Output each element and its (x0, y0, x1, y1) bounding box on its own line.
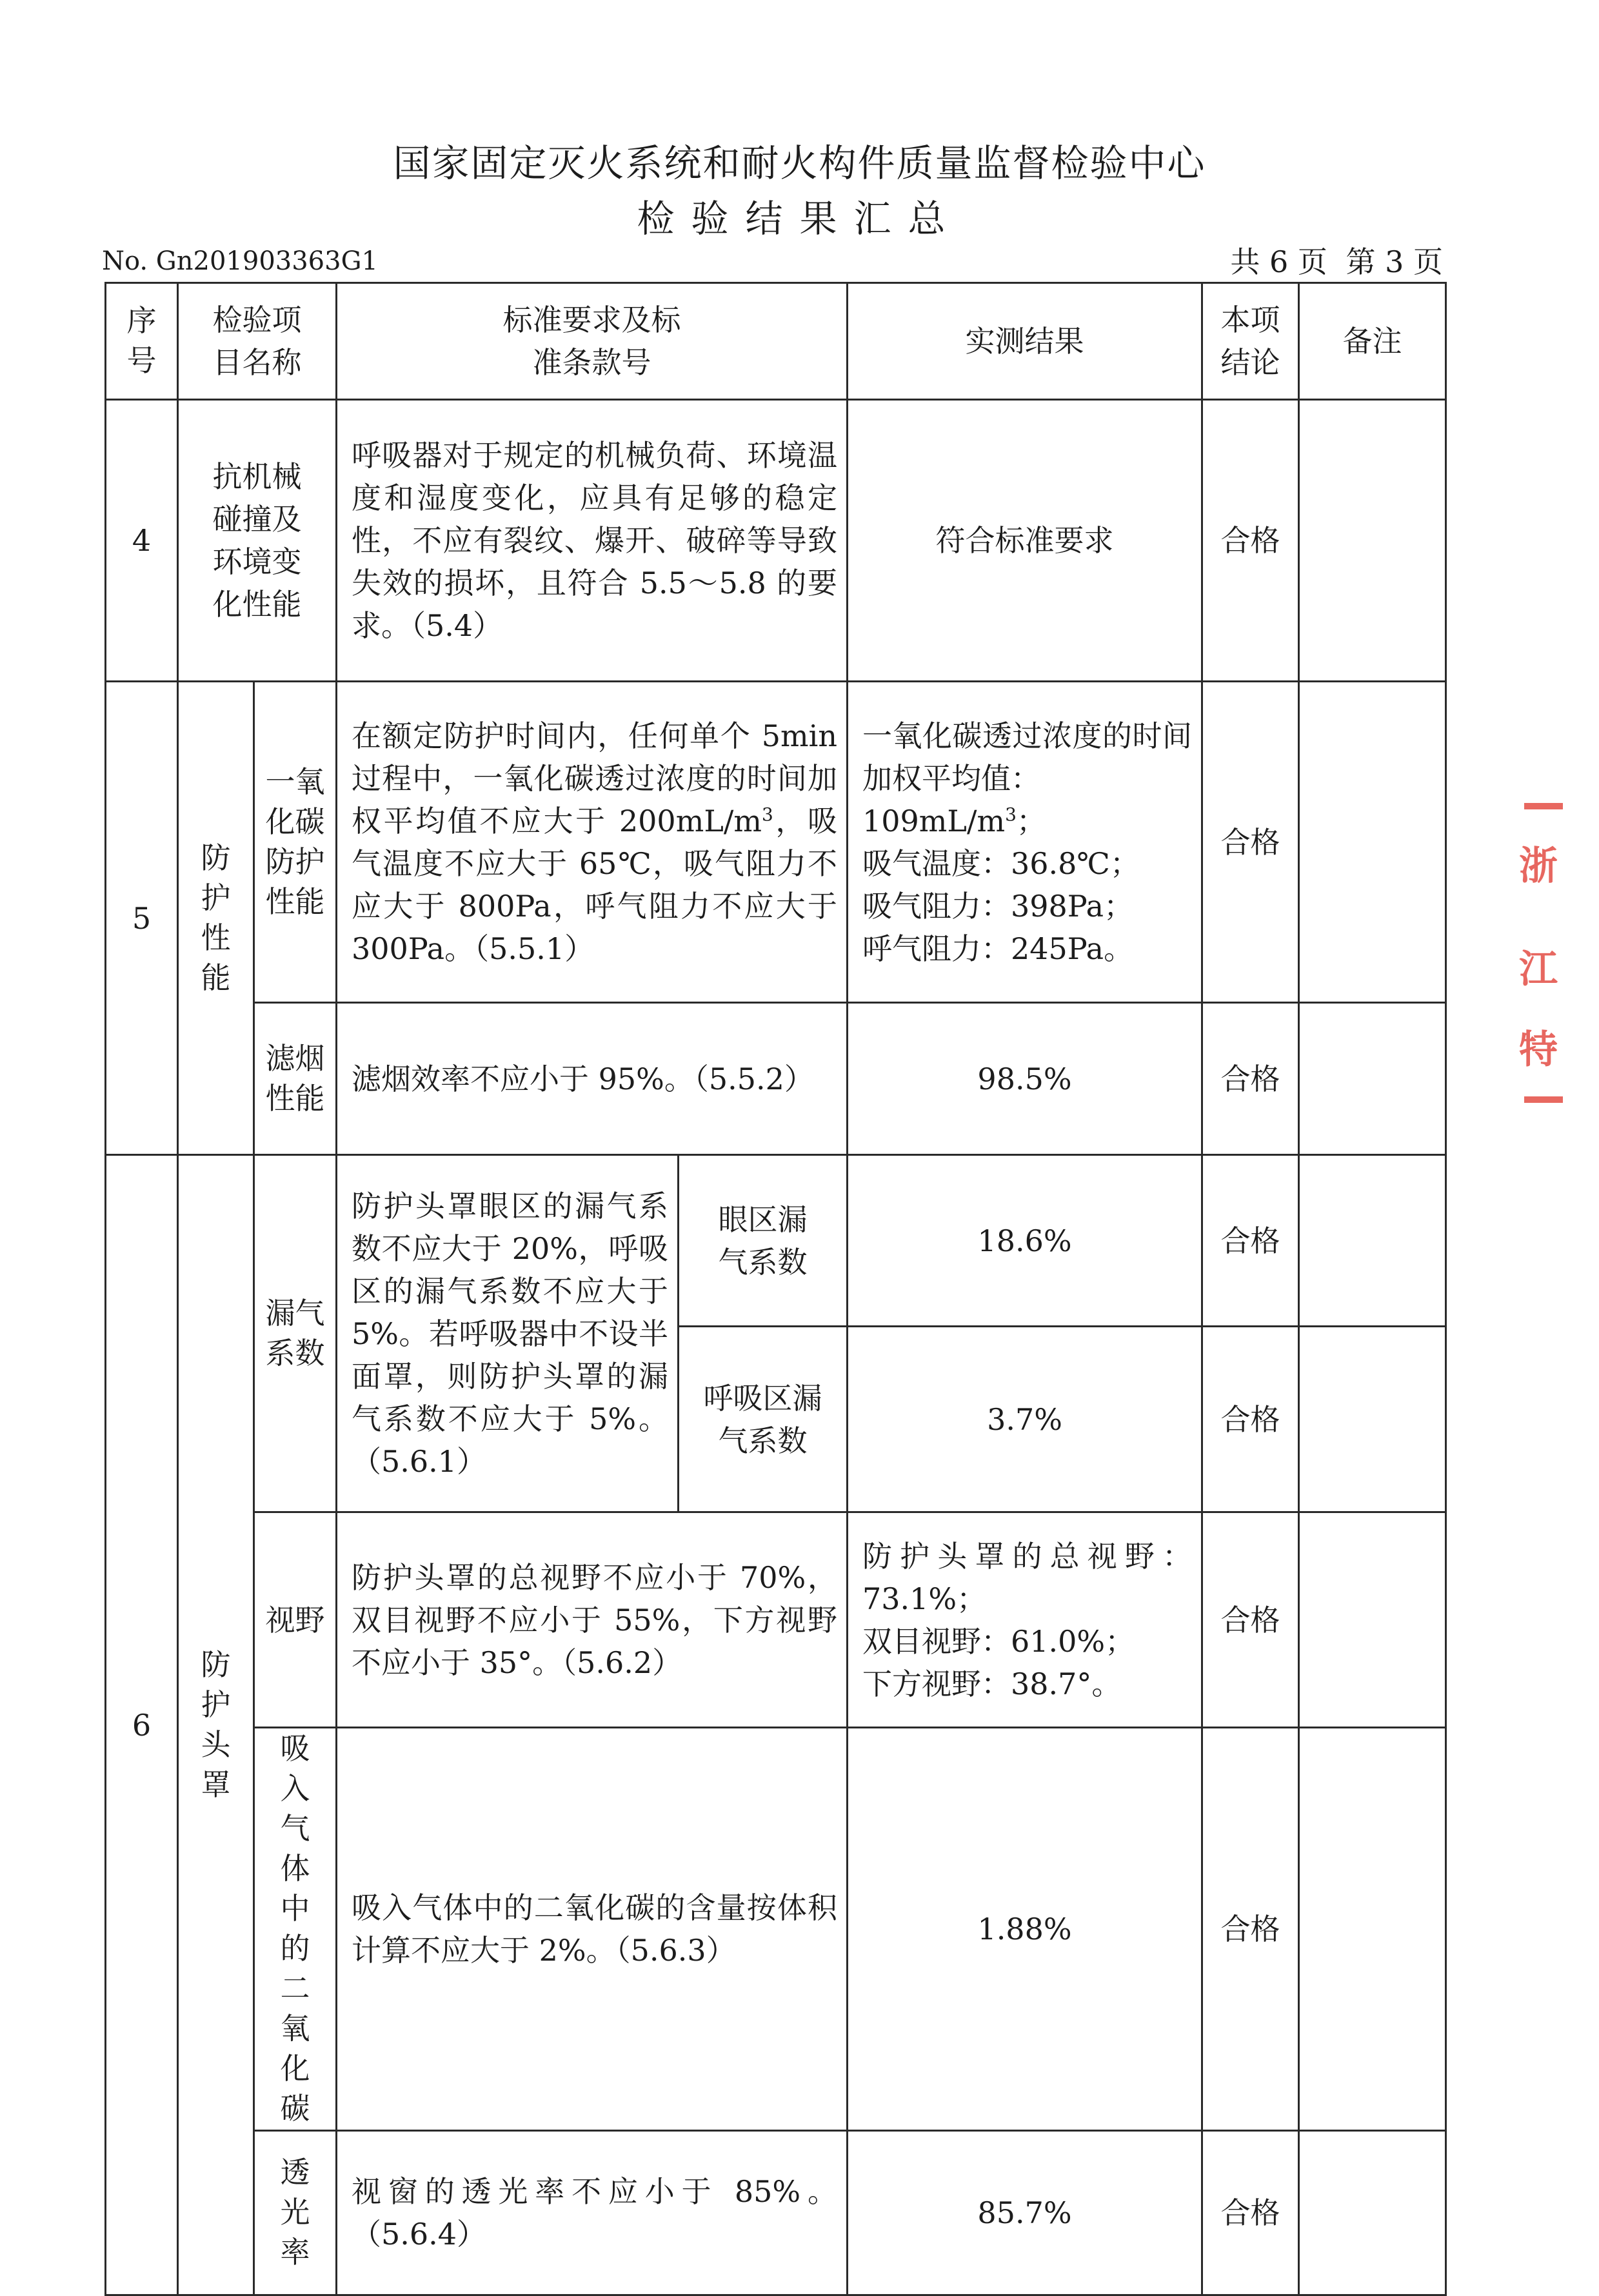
row6-co2-remark (1299, 1728, 1446, 2131)
table-row (106, 1155, 1446, 1327)
table-row (106, 1728, 1446, 2131)
doc-number: No. Gn201903363G1 (102, 246, 378, 276)
row6-vision-remark (1299, 1512, 1446, 1728)
row5-co-standard: 在额定防护时间内，任何单个 5min 过程中，一氧化碳透过浓度的时间加权平均值不应大于 $200mL/m^3$，吸气温度不应大于 65℃，吸气阻力不应大于 800Pa，呼气阻力不应大于 300Pa。（5.5.1） (337, 682, 848, 1003)
row6-co2-sub: 吸入气体中的二氧化碳 (254, 1728, 337, 2131)
stamp-char: 江 (1519, 947, 1558, 992)
row5-co-sub: 一氧化碳防护性能 (254, 682, 337, 1003)
row6-transmit-standard: 视窗的透光率不应小于 85%。（5.6.4） (337, 2131, 848, 2295)
row5-co-result: 一氧化碳透过浓度的时间加权平均值： $109mL/m^3$； 吸气温度：36.8℃； 吸气阻力：398Pa； 呼气阻力：245Pa。 (848, 682, 1202, 1003)
row5-group: 防护性能 (178, 682, 254, 1155)
page-indicator (1221, 239, 1443, 281)
row4-seq: 4 (106, 400, 178, 682)
row6-vision-sub: 视野 (254, 1512, 337, 1728)
row4-item: 抗机械碰撞及环境变化性能 (178, 400, 337, 682)
header-result: 实测结果 (848, 283, 1202, 400)
stamp-border (1524, 1096, 1563, 1103)
row6-breath-result: 3.7% (848, 1327, 1202, 1512)
row6-vision-standard: 防护头罩的总视野不应小于 70%，双目视野不应小于 55%，下方视野不应小于 35°。（5.6.2） (337, 1512, 848, 1728)
row6-co2-standard: 吸入气体中的二氧化碳的含量按体积计算不应大于 2%。（5.6.3） (337, 1728, 848, 2131)
table-row (106, 1512, 1446, 1728)
row5-co-remark (1299, 682, 1446, 1003)
row5-smoke-conclusion: 合格 (1202, 1003, 1299, 1155)
row5-smoke-result: 98.5% (848, 1003, 1202, 1155)
table-row (106, 1003, 1446, 1155)
row6-transmit-conclusion: 合格 (1202, 2131, 1299, 2295)
header-remark: 备注 (1299, 283, 1446, 400)
row6-eye-label: 眼区漏气系数 (679, 1155, 848, 1327)
row6-eye-result: 18.6% (848, 1155, 1202, 1327)
table-row (106, 682, 1446, 1003)
row5-smoke-standard: 滤烟效率不应小于 95%。（5.5.2） (337, 1003, 848, 1155)
row6-leak-sub: 漏气系数 (254, 1155, 337, 1512)
org-title: 国家固定灭火系统和耐火构件质量监督检验中心 (393, 141, 1206, 185)
header-conclusion: 本项结论 (1202, 283, 1299, 400)
header-standard: 标准要求及标准条款号 (337, 283, 848, 400)
header-row (106, 283, 1446, 400)
row6-breath-label: 呼吸区漏气系数 (679, 1327, 848, 1512)
row6-vision-conclusion: 合格 (1202, 1512, 1299, 1728)
row4-conclusion: 合格 (1202, 400, 1299, 682)
header-item: 检验项目名称 (178, 283, 337, 400)
row5-smoke-remark (1299, 1003, 1446, 1155)
stamp-char: 特 (1519, 1027, 1558, 1073)
result-table (104, 282, 1447, 2296)
row6-group: 防护头罩 (178, 1155, 254, 2295)
row6-breath-conclusion: 合格 (1202, 1327, 1299, 1512)
stamp-border (1524, 803, 1563, 809)
row5-co-conclusion: 合格 (1202, 682, 1299, 1003)
red-stamp-fragment (1519, 803, 1564, 1125)
row4-remark (1299, 400, 1446, 682)
table-row (106, 400, 1446, 682)
row6-breath-remark (1299, 1327, 1446, 1512)
row6-transmit-remark (1299, 2131, 1446, 2295)
row6-leak-standard: 防护头罩眼区的漏气系数不应大于 20%，呼吸区的漏气系数不应大于 5%。若呼吸器中不设半面罩，则防护头罩的漏气系数不应大于 5%。（5.6.1） (337, 1155, 679, 1512)
row5-seq: 5 (106, 682, 178, 1155)
row6-vision-result: 防护头罩的总视野：73.1%； 双目视野：61.0%； 下方视野：38.7°。 (848, 1512, 1202, 1728)
row4-result: 符合标准要求 (848, 400, 1202, 682)
row4-standard: 呼吸器对于规定的机械负荷、环境温度和湿度变化，应具有足够的稳定性，不应有裂纹、爆开、破碎等导致失效的损坏，且符合 5.5～5.8 的要求。（5.4） (337, 400, 848, 682)
current-page: 第 3 页 (1346, 244, 1443, 279)
row5-smoke-sub: 滤烟性能 (254, 1003, 337, 1155)
table-row (106, 2131, 1446, 2295)
row6-eye-conclusion: 合格 (1202, 1155, 1299, 1327)
row6-transmit-result: 85.7% (848, 2131, 1202, 2295)
doc-title: 检验结果汇总 (637, 197, 962, 241)
header-seq: 序号 (106, 283, 178, 400)
row6-seq: 6 (106, 1155, 178, 2295)
row6-eye-remark (1299, 1155, 1446, 1327)
stamp-char: 浙 (1519, 844, 1558, 889)
row6-transmit-sub: 透光率 (254, 2131, 337, 2295)
row6-co2-result: 1.88% (848, 1728, 1202, 2131)
total-pages: 共 6 页 (1230, 244, 1327, 279)
row6-co2-conclusion: 合格 (1202, 1728, 1299, 2131)
